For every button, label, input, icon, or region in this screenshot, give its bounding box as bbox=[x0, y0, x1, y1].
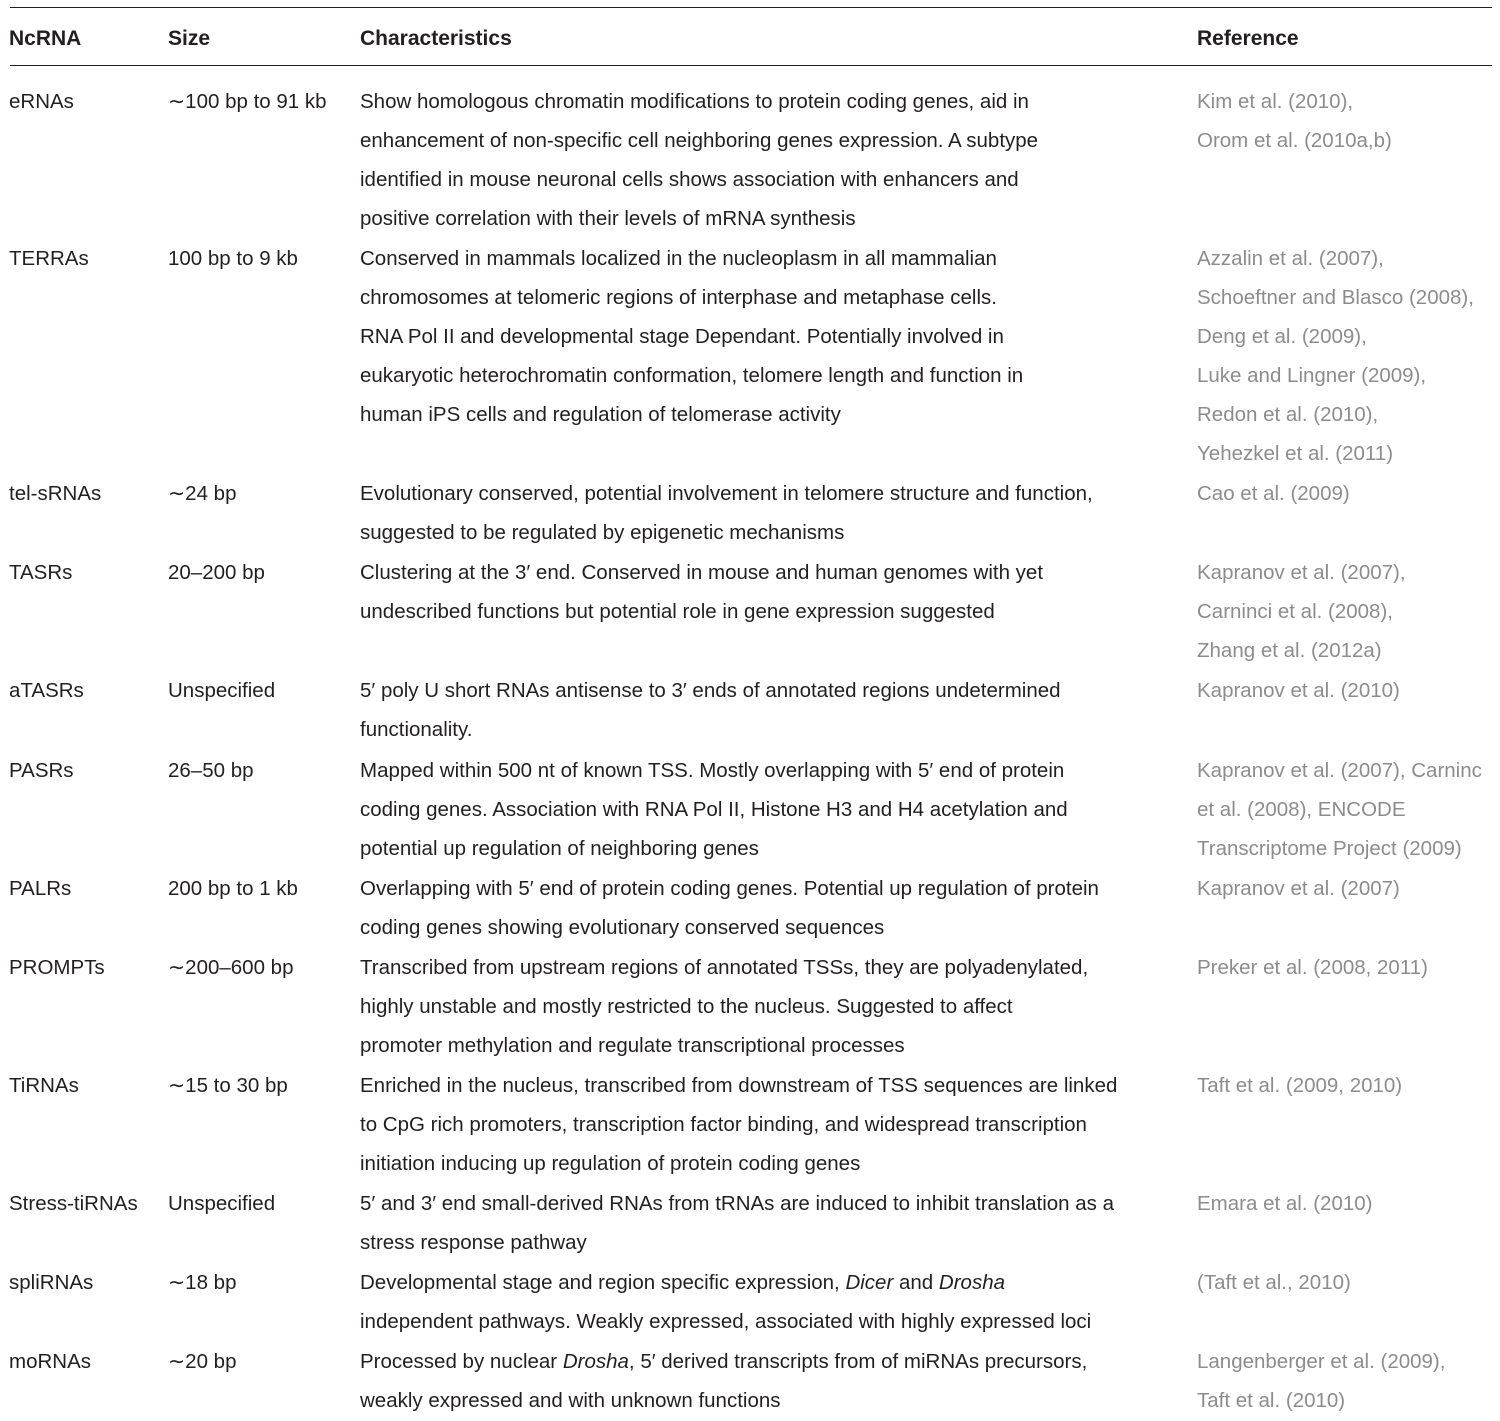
ncrna-characteristics bbox=[360, 1066, 1117, 1183]
characteristics-line: suggested to be regulated by epigenetic mechanisms bbox=[360, 521, 845, 545]
ncrna-size: ∼200–600 bp bbox=[168, 955, 294, 979]
characteristics-line: positive correlation with their levels of mRNA synthesis bbox=[360, 207, 856, 230]
characteristics-line: stress response pathway bbox=[360, 1230, 587, 1254]
reference-line: Kapranov et al. (2007), Carninc bbox=[1197, 758, 1482, 782]
ncrna-size: ∼20 bp bbox=[168, 1350, 237, 1374]
ncrna-characteristics bbox=[360, 1342, 1087, 1420]
ncrna-reference bbox=[1197, 82, 1392, 160]
ncrna-name: moRNAs bbox=[9, 1350, 92, 1374]
ncrna-name: PROMPTs bbox=[9, 955, 105, 979]
ncrna-reference bbox=[1197, 869, 1400, 908]
reference-line: Taft et al. (2009, 2010) bbox=[1197, 1073, 1403, 1097]
ncrna-size: ∼18 bp bbox=[168, 1271, 237, 1294]
ncrna-characteristics bbox=[360, 751, 1068, 868]
reference-line: Zhang et al. (2012a) bbox=[1197, 639, 1382, 663]
reference-line: Luke and Lingner (2009), bbox=[1197, 364, 1427, 388]
ncrna-size: ∼15 to 30 bp bbox=[168, 1073, 288, 1097]
characteristics-line: coding genes showing evolutionary conserved sequences bbox=[360, 915, 885, 939]
characteristics-line: enhancement of non-specific cell neighboring genes expression. A subtype bbox=[360, 129, 1039, 152]
characteristics-line: functionality. bbox=[360, 718, 473, 742]
characteristics-line: Processed by nuclear Drosha, 5′ derived transcripts from of miRNAs precursors, bbox=[360, 1350, 1088, 1374]
ncrna-name: tel-sRNAs bbox=[9, 482, 102, 506]
ncrna-reference bbox=[1197, 1184, 1372, 1223]
column-header-size: Size bbox=[168, 27, 211, 50]
ncrna-size: 100 bp to 9 kb bbox=[168, 247, 298, 271]
ncrna-reference bbox=[1197, 1342, 1445, 1420]
characteristics-line: Overlapping with 5′ end of protein coding genes. Potential up regulation of protein bbox=[360, 876, 1099, 900]
ncrna-reference bbox=[1197, 239, 1474, 473]
characteristics-line: Show homologous chromatin modifications to protein coding genes, aid in bbox=[360, 90, 1029, 113]
ncrna-characteristics bbox=[360, 1263, 1091, 1341]
ncrna-reference bbox=[1197, 751, 1482, 868]
ncrna-size: ∼100 bp to 91 kb bbox=[168, 90, 327, 113]
reference-line: Azzalin et al. (2007), bbox=[1197, 247, 1384, 271]
characteristics-line: coding genes. Association with RNA Pol II, Histone H3 and H4 acetylation and bbox=[360, 797, 1068, 821]
characteristics-line: 5′ poly U short RNAs antisense to 3′ ends of annotated regions undetermined bbox=[360, 679, 1061, 703]
reference-line: Orom et al. (2010a,b) bbox=[1197, 129, 1392, 152]
ncrna-name: aTASRs bbox=[9, 679, 84, 703]
characteristics-line: identified in mouse neuronal cells shows association with enhancers and bbox=[360, 168, 1019, 191]
characteristics-line: weakly expressed and with unknown functions bbox=[360, 1389, 781, 1413]
reference-line: Cao et al. (2009) bbox=[1197, 482, 1350, 506]
ncrna-reference bbox=[1197, 1066, 1402, 1105]
ncrna-size: ∼24 bp bbox=[168, 482, 237, 506]
ncrna-name: PASRs bbox=[9, 758, 74, 782]
reference-line: Kapranov et al. (2010) bbox=[1197, 679, 1400, 703]
ncrna-characteristics bbox=[360, 671, 1061, 749]
ncrna-name: PALRs bbox=[9, 876, 72, 900]
characteristics-line: Mapped within 500 nt of known TSS. Mostly overlapping with 5′ end of protein bbox=[360, 758, 1065, 782]
reference-line: (Taft et al., 2010) bbox=[1197, 1271, 1351, 1294]
ncrna-reference bbox=[1197, 671, 1400, 710]
ncrna-name: Stress-tiRNAs bbox=[9, 1191, 138, 1215]
reference-line: Kapranov et al. (2007), bbox=[1197, 561, 1406, 585]
characteristics-line: Transcribed from upstream regions of annotated TSSs, they are polyadenylated, bbox=[360, 955, 1089, 979]
reference-line: Deng et al. (2009), bbox=[1197, 325, 1367, 349]
ncrna-name: TiRNAs bbox=[9, 1073, 79, 1097]
ncrna-size: 26–50 bp bbox=[168, 758, 254, 782]
ncrna-name: TERRAs bbox=[9, 247, 89, 271]
characteristics-line: independent pathways. Weakly expressed, associated with highly expressed loci bbox=[360, 1310, 1092, 1333]
ncrna-characteristics bbox=[360, 553, 1043, 631]
ncrna-reference bbox=[1197, 948, 1428, 987]
ncrna-reference bbox=[1197, 1263, 1351, 1302]
ncrna-name: eRNAs bbox=[9, 90, 74, 113]
table-top-rule bbox=[10, 7, 1492, 8]
characteristics-line: Clustering at the 3′ end. Conserved in mouse and human genomes with yet bbox=[360, 561, 1044, 585]
ncrna-characteristics bbox=[360, 82, 1038, 238]
reference-line: Langenberger et al. (2009), bbox=[1197, 1350, 1446, 1374]
column-header-reference: Reference bbox=[1197, 27, 1299, 50]
characteristics-line: eukaryotic heterochromatin conformation, telomere length and function in bbox=[360, 364, 1024, 388]
characteristics-line: Evolutionary conserved, potential involvement in telomere structure and function, bbox=[360, 482, 1093, 506]
ncrna-size: 200 bp to 1 kb bbox=[168, 876, 298, 900]
reference-line: Emara et al. (2010) bbox=[1197, 1191, 1373, 1215]
characteristics-line: chromosomes at telomeric regions of interphase and metaphase cells. bbox=[360, 286, 997, 310]
reference-line: Yehezkel et al. (2011) bbox=[1197, 442, 1394, 466]
ncrna-characteristics bbox=[360, 869, 1099, 947]
characteristics-line: highly unstable and mostly restricted to the nucleus. Suggested to affect bbox=[360, 994, 1013, 1018]
characteristics-line: human iPS cells and regulation of telomerase activity bbox=[360, 403, 841, 427]
characteristics-line: RNA Pol II and developmental stage Dependant. Potentially involved in bbox=[360, 325, 1004, 349]
header-bottom-rule bbox=[10, 65, 1492, 66]
characteristics-line: Enriched in the nucleus, transcribed from downstream of TSS sequences are linked bbox=[360, 1073, 1118, 1097]
ncrna-characteristics bbox=[360, 948, 1088, 1065]
characteristics-line: potential up regulation of neighboring genes bbox=[360, 836, 759, 860]
ncrna-name: TASRs bbox=[9, 561, 73, 585]
reference-line: Taft et al. (2010) bbox=[1197, 1389, 1346, 1413]
characteristics-line: Developmental stage and region specific expression, Dicer and Drosha bbox=[360, 1271, 1005, 1294]
ncrna-characteristics bbox=[360, 239, 1023, 434]
characteristics-line: undescribed functions but potential role in gene expression suggested bbox=[360, 600, 995, 624]
reference-line: Redon et al. (2010), bbox=[1197, 403, 1379, 427]
ncrna-size: Unspecified bbox=[168, 1191, 276, 1215]
characteristics-line: initiation inducing up regulation of protein coding genes bbox=[360, 1151, 861, 1175]
ncrna-characteristics bbox=[360, 1184, 1114, 1262]
ncrna-name: spliRNAs bbox=[9, 1271, 94, 1294]
reference-line: Schoeftner and Blasco (2008), bbox=[1197, 286, 1474, 310]
reference-line: Transcriptome Project (2009) bbox=[1197, 836, 1462, 860]
characteristics-line: to CpG rich promoters, transcription factor binding, and widespread transcription bbox=[360, 1112, 1087, 1136]
characteristics-line: Conserved in mammals localized in the nucleoplasm in all mammalian bbox=[360, 247, 997, 271]
reference-line: Preker et al. (2008, 2011) bbox=[1197, 955, 1428, 979]
characteristics-line: 5′ and 3′ end small-derived RNAs from tRNAs are induced to inhibit translation as a bbox=[360, 1191, 1115, 1215]
characteristics-line: promoter methylation and regulate transcriptional processes bbox=[360, 1033, 905, 1057]
ncrna-reference bbox=[1197, 474, 1350, 513]
ncrna-size: Unspecified bbox=[168, 679, 276, 703]
ncrna-reference bbox=[1197, 553, 1406, 670]
column-header-characteristics: Characteristics bbox=[360, 27, 512, 50]
reference-line: Kapranov et al. (2007) bbox=[1197, 876, 1400, 900]
ncrna-size: 20–200 bp bbox=[168, 561, 265, 585]
column-header-ncrna: NcRNA bbox=[9, 27, 82, 50]
reference-line: Kim et al. (2010), bbox=[1197, 90, 1354, 113]
reference-line: et al. (2008), ENCODE bbox=[1197, 797, 1406, 821]
reference-line: Carninci et al. (2008), bbox=[1197, 600, 1393, 624]
ncrna-characteristics bbox=[360, 474, 1093, 552]
